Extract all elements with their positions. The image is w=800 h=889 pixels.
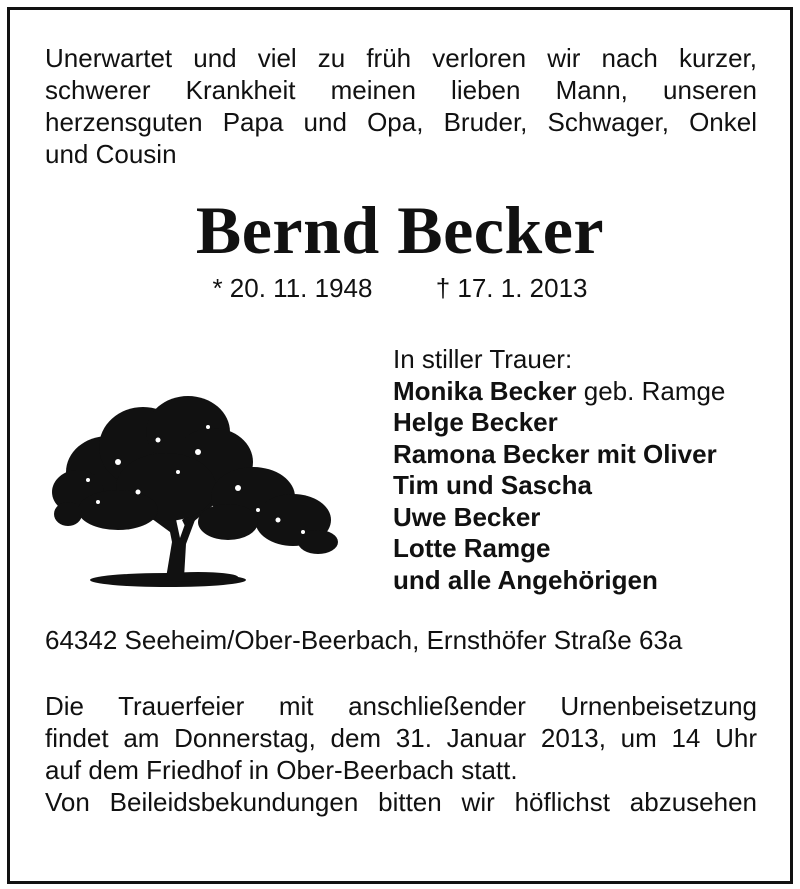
mourner-name: Lotte Ramge <box>393 533 551 563</box>
family-address: 64342 Seeheim/Ober-Beerbach, Ernsthöfer Straße 63a <box>45 625 683 655</box>
mourners-heading: In stiller Trauer: <box>393 344 573 374</box>
mourner-name: und alle Angehörigen <box>393 564 658 595</box>
birth-date: * 20. 11. 1948 <box>212 273 373 303</box>
mourner-name: Helge Becker <box>393 407 558 437</box>
intro-line: und Cousin <box>45 139 177 169</box>
notice-line: findet am Donnerstag, dem 31. Januar 2013, um 14 Uhr <box>45 723 757 753</box>
notice-line: auf dem Friedhof in Ober-Beerbach statt. <box>45 755 518 785</box>
mourner-name: Ramona Becker mit Oliver <box>393 438 717 469</box>
mourner-primary <box>393 376 725 408</box>
mourner-maiden-name: geb. Ramge <box>576 375 726 406</box>
intro-line: herzensguten Papa und Opa, Bruder, Schwager, Onkel <box>45 107 757 137</box>
intro-line: Unerwartet und viel zu früh verloren wir nach kurzer, <box>45 43 757 73</box>
intro-line: schwerer Krankheit meinen lieben Mann, unseren <box>45 75 757 105</box>
funeral-notice <box>45 690 757 818</box>
tree-icon <box>48 392 340 592</box>
intro-text <box>45 42 757 170</box>
mourner-name: Uwe Becker <box>393 501 541 532</box>
notice-line: Von Beileidsbekundungen bitten wir höflichst abzusehen <box>45 787 757 817</box>
deceased-name: Bernd Becker <box>195 192 605 268</box>
death-date: † 17. 1. 2013 <box>435 273 588 303</box>
mourner-name: Monika Becker <box>393 375 577 406</box>
notice-line: Die Trauerfeier mit anschließender Urnenbeisetzung <box>45 691 757 721</box>
life-dates <box>0 272 800 304</box>
mourner-name: Tim und Sascha <box>393 470 592 500</box>
mourners-list <box>393 344 725 596</box>
